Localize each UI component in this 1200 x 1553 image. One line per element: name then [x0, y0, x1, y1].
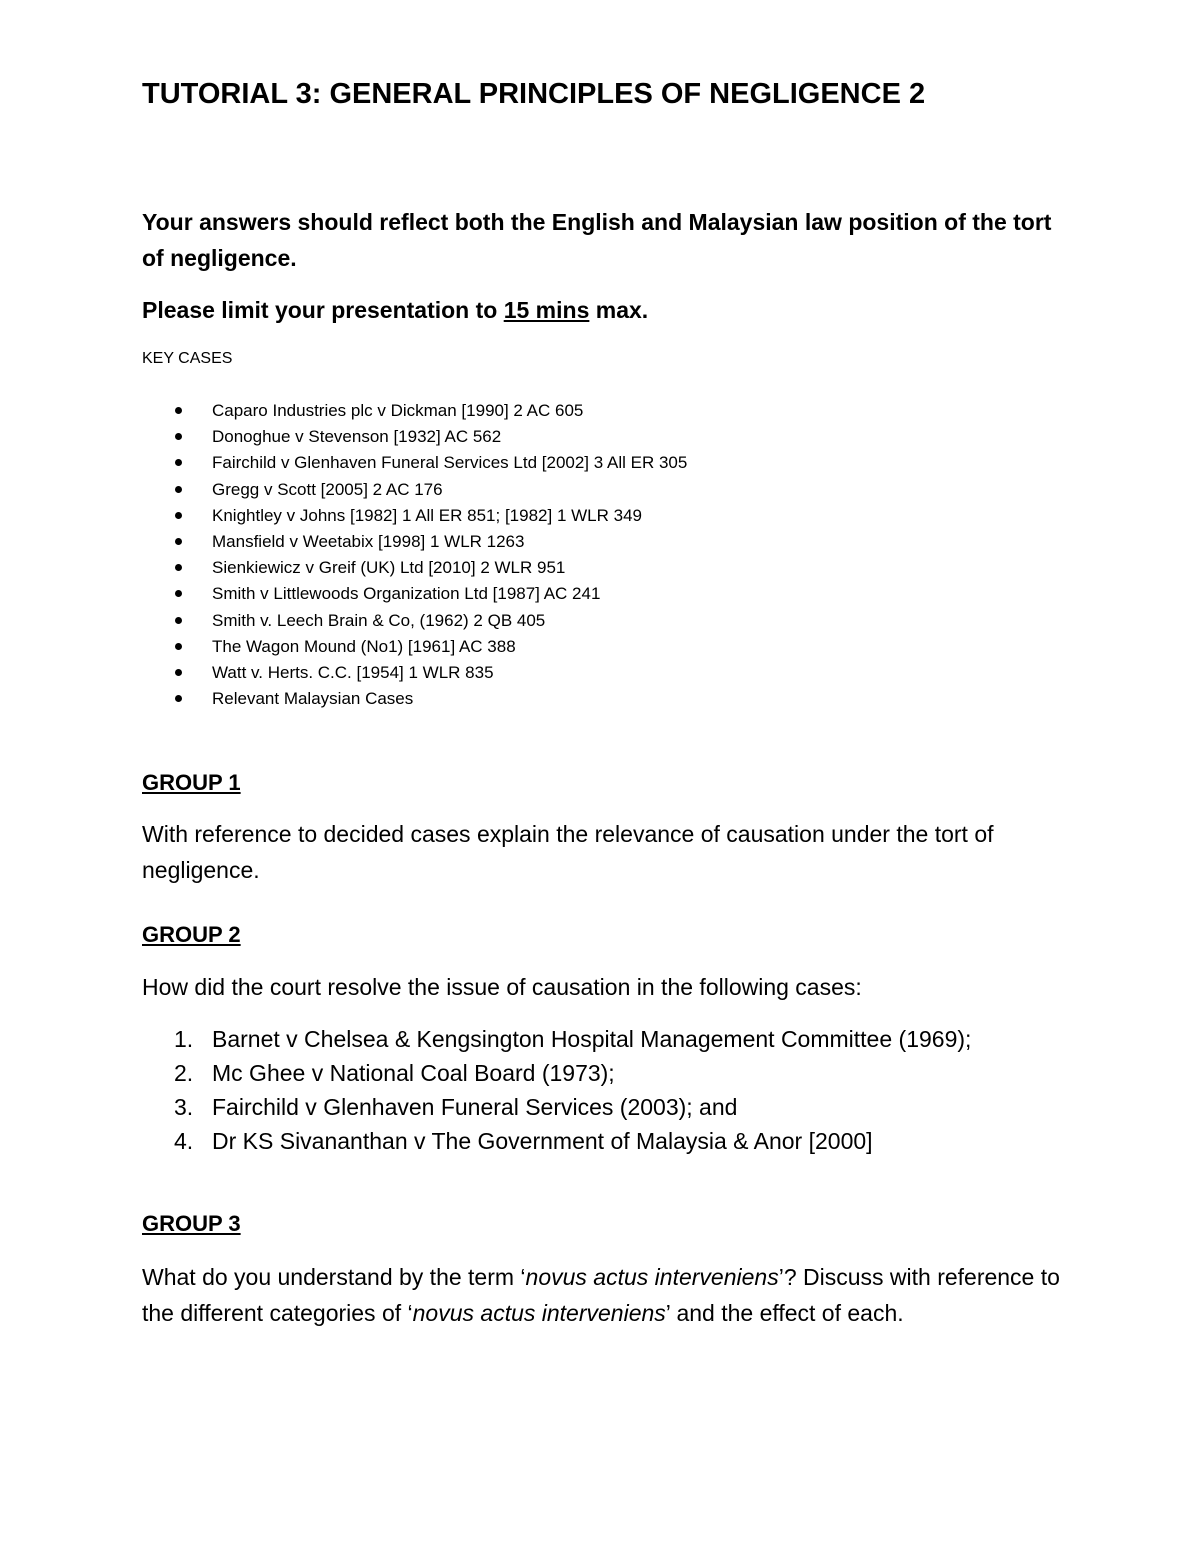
key-case-item: Smith v. Leech Brain & Co, (1962) 2 QB 405: [142, 608, 687, 634]
key-cases-list: [142, 398, 687, 712]
group3-term-2: novus actus interveniens: [412, 1300, 666, 1326]
key-case-item: Knightley v Johns [1982] 1 All ER 851; [1982] 1 WLR 349: [142, 503, 687, 529]
group2-case-item: [142, 1090, 971, 1124]
key-case-item: Fairchild v Glenhaven Funeral Services Ltd [2002] 3 All ER 305: [142, 450, 687, 476]
group3-text-part2: ’? Discuss with reference to the different categories of ‘: [142, 1264, 1060, 1326]
list-number: 4.: [174, 1128, 194, 1154]
key-case-item: Smith v Littlewoods Organization Ltd [1987] AC 241: [142, 581, 687, 607]
group3-heading: GROUP 3: [142, 1211, 241, 1236]
key-case-item: Sienkiewicz v Greif (UK) Ltd [2010] 2 WLR 951: [142, 555, 687, 581]
time-limit-before: Please limit your presentation to: [142, 297, 504, 323]
group2-case-text: Mc Ghee v National Coal Board (1973);: [212, 1060, 615, 1086]
group1-heading: GROUP 1: [142, 770, 241, 795]
key-case-item: Relevant Malaysian Cases: [142, 686, 687, 712]
group2-case-text: Barnet v Chelsea & Kengsington Hospital Management Committee (1969);: [212, 1026, 972, 1052]
key-case-item: Gregg v Scott [2005] 2 AC 176: [142, 477, 687, 503]
intro-text: Your answers should reflect both the English and Malaysian law position of the tort of negligence.: [142, 209, 1052, 271]
page-title: TUTORIAL 3: GENERAL PRINCIPLES OF NEGLIGENCE 2: [142, 78, 926, 110]
group2-case-item: [142, 1056, 971, 1090]
key-case-item: Watt v. Herts. C.C. [1954] 1 WLR 835: [142, 660, 687, 686]
group3-term-1: novus actus interveniens: [525, 1264, 779, 1290]
group2-case-item: [142, 1022, 971, 1056]
group2-cases-list: [142, 1022, 971, 1158]
key-case-item: The Wagon Mound (No1) [1961] AC 388: [142, 634, 687, 660]
list-number: 3.: [174, 1094, 194, 1120]
group2-case-text: Dr KS Sivananthan v The Government of Malaysia & Anor [2000]: [212, 1128, 873, 1154]
time-limit-note: [142, 294, 648, 326]
group2-case-item: [142, 1124, 971, 1158]
key-case-item: Donoghue v Stevenson [1932] AC 562: [142, 424, 687, 450]
group2-question: How did the court resolve the issue of causation in the following cases:: [142, 974, 862, 1000]
list-number: 1.: [174, 1026, 194, 1052]
group1-question: With reference to decided cases explain the relevance of causation under the tort of negligence.: [142, 821, 994, 883]
list-number: 2.: [174, 1060, 194, 1086]
time-limit-after: max.: [589, 297, 649, 323]
group3-text-part1: What do you understand by the term ‘: [142, 1264, 526, 1290]
group2-case-text: Fairchild v Glenhaven Funeral Services (2003); and: [212, 1094, 738, 1120]
group2-heading: GROUP 2: [142, 922, 241, 947]
key-cases-heading: KEY CASES: [142, 350, 233, 367]
key-case-item: Mansfield v Weetabix [1998] 1 WLR 1263: [142, 529, 687, 555]
key-case-item: Caparo Industries plc v Dickman [1990] 2 AC 605: [142, 398, 687, 424]
time-limit-emphasis: 15 mins: [503, 297, 590, 323]
group3-text-part3: ’ and the effect of each.: [665, 1300, 904, 1326]
group3-question: [142, 1259, 1072, 1331]
